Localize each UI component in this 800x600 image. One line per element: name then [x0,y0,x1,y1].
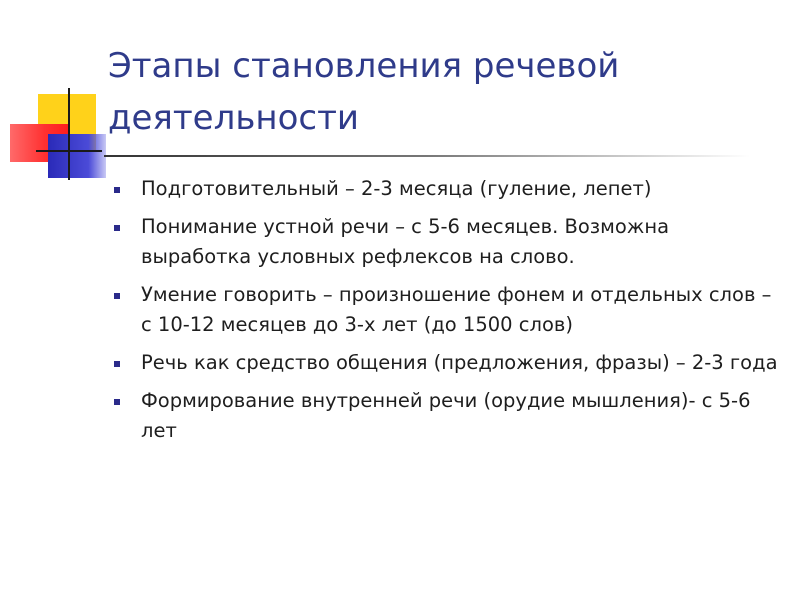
title-underline [104,155,750,157]
bullet-item [108,212,778,272]
bullet-square-icon [114,225,120,231]
bullet-item [108,280,778,340]
bullet-square-icon [114,293,120,299]
decorative-vertical-line [68,88,70,180]
bullet-square-icon [114,399,120,405]
bullet-text: Подготовительный – 2-3 месяца (гуление, лепет) [141,177,652,200]
bullet-text: Речь как средство общения (предложения, фразы) – 2-3 года [141,351,778,374]
decorative-horizontal-line [36,150,102,152]
slide-title: Этапы становления речевой деятельности [108,46,620,138]
bullet-item [108,174,778,204]
bullet-text: Понимание устной речи – с 5-6 месяцев. Возможна выработка условных рефлексов на слово. [141,215,670,268]
bullet-text: Умение говорить – произношение фонем и отдельных слов – с 10-12 месяцев до 3-х лет (до 1500 слов) [141,283,772,336]
decorative-blue-square [48,134,106,178]
bullet-item [108,386,778,446]
bullet-item [108,348,778,378]
bullet-list [108,174,778,454]
bullet-square-icon [114,361,120,367]
bullet-square-icon [114,187,120,193]
bullet-text: Формирование внутренней речи (орудие мышления)- с 5-6 лет [141,389,751,442]
